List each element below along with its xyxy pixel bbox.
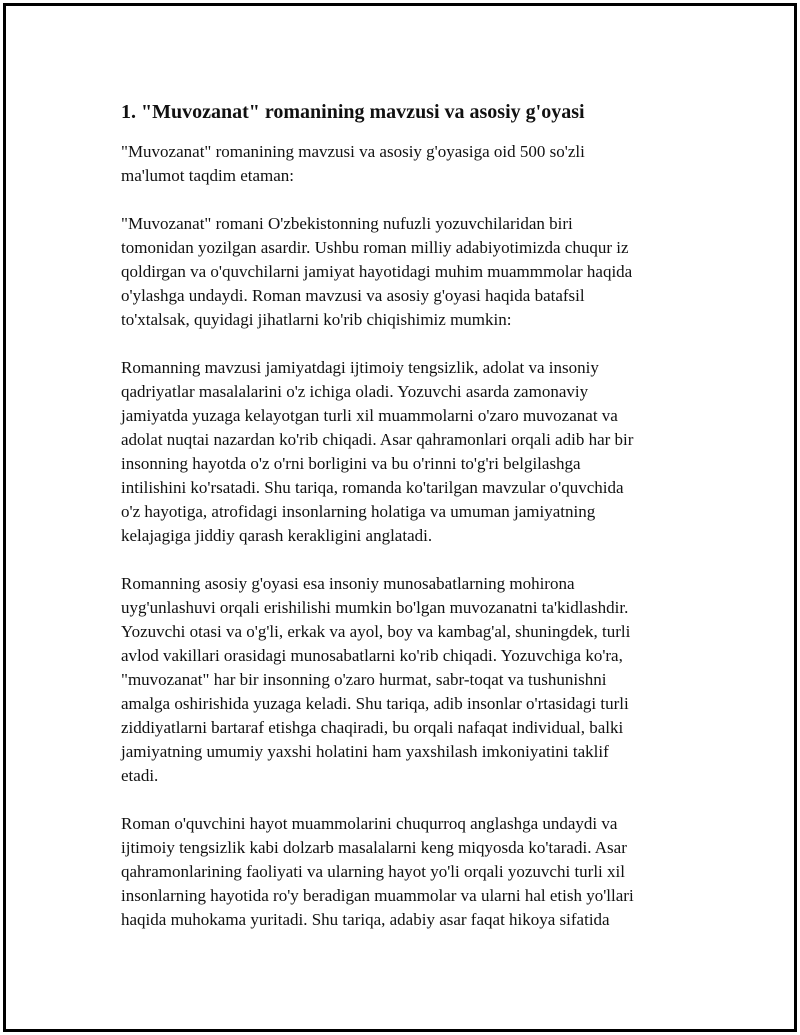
paragraph — [121, 812, 681, 932]
text-line: tomonidan yozilgan asardir. Ushbu roman milliy adabiyotimizda chuqur iz — [121, 238, 629, 257]
text-line: "Muvozanat" romani O'zbekistonning nufuzli yozuvchilaridan biri — [121, 214, 573, 233]
text-line: o'ylashga undaydi. Roman mavzusi va asosiy g'oyasi haqida batafsil — [121, 286, 585, 305]
text-line: to'xtalsak, quyidagi jihatlarni ko'rib chiqishimiz mumkin: — [121, 310, 512, 329]
paragraph — [121, 140, 681, 188]
paragraph — [121, 212, 681, 332]
text-line: haqida muhokama yuritadi. Shu tariqa, adabiy asar faqat hikoya sifatida — [121, 910, 610, 929]
paragraph — [121, 356, 681, 548]
text-line: ziddiyatlarni bartaraf etishga chaqiradi, bu orqali nafaqat individual, balki — [121, 718, 624, 737]
text-line: o'z hayotiga, atrofidagi insonlarning holatiga va umuman jamiyatning — [121, 502, 596, 521]
text-line: insonning hayotda o'z o'rni borligini va bu o'rinni to'g'ri belgilashga — [121, 454, 581, 473]
text-line: qadriyatlar masalalarini o'z ichiga oladi. Yozuvchi asarda zamonaviy — [121, 382, 589, 401]
text-line: Roman o'quvchini hayot muammolarini chuqurroq anglashga undaydi va — [121, 814, 618, 833]
text-line: insonlarning hayotida ro'y beradigan muammolar va ularni hal etish yo'llari — [121, 886, 634, 905]
text-line: Romanning mavzusi jamiyatdagi ijtimoiy tengsizlik, adolat va insoniy — [121, 358, 599, 377]
paragraph — [121, 572, 681, 788]
text-line: etadi. — [121, 766, 159, 785]
text-line: amalga oshirishida yuzaga keladi. Shu tariqa, adib insonlar o'rtasidagi turli — [121, 694, 629, 713]
text-line: intilishini ko'rsatadi. Shu tariqa, romanda ko'tarilgan mavzular o'quvchida — [121, 478, 624, 497]
text-line: uyg'unlashuvi orqali erishilishi mumkin bo'lgan muvozanatni ta'kidlashdir. — [121, 598, 629, 617]
text-line: qahramonlarining faoliyati va ularning hayot yo'li orqali yozuvchi turli xil — [121, 862, 625, 881]
document-page — [3, 3, 797, 1032]
text-line: Romanning asosiy g'oyasi esa insoniy munosabatlarning mohirona — [121, 574, 575, 593]
text-line: "Muvozanat" romanining mavzusi va asosiy g'oyasiga oid 500 so'zli — [121, 142, 585, 161]
text-line: kelajagiga jiddiy qarash kerakligini anglatadi. — [121, 526, 433, 545]
text-line: "muvozanat" har bir insonning o'zaro hurmat, sabr-toqat va tushunishni — [121, 670, 607, 689]
paragraphs-container — [121, 140, 681, 932]
text-line: ijtimoiy tengsizlik kabi dolzarb masalalarni keng miqyosda ko'taradi. Asar — [121, 838, 627, 857]
text-line: adolat nuqtai nazardan ko'rib chiqadi. Asar qahramonlari orqali adib har bir — [121, 430, 634, 449]
text-line: Yozuvchi otasi va o'g'li, erkak va ayol, boy va kambag'al, shuningdek, turli — [121, 622, 631, 641]
text-line: ma'lumot taqdim etaman: — [121, 166, 295, 185]
text-line: avlod vakillari orasidagi munosabatlarni ko'rib chiqadi. Yozuvchiga ko'ra, — [121, 646, 623, 665]
text-line: qoldirgan va o'quvchilarni jamiyat hayotidagi muhim muammmolar haqida — [121, 262, 633, 281]
document-content — [121, 98, 681, 956]
section-heading: 1. "Muvozanat" romanining mavzusi va asosiy g'oyasi — [121, 101, 585, 123]
text-line: jamiyatda yuzaga kelayotgan turli xil muammolarni o'zaro muvozanat va — [121, 406, 618, 425]
text-line: jamiyatning umumiy yaxshi holatini ham yaxshilash imkoniyatini taklif — [121, 742, 609, 761]
